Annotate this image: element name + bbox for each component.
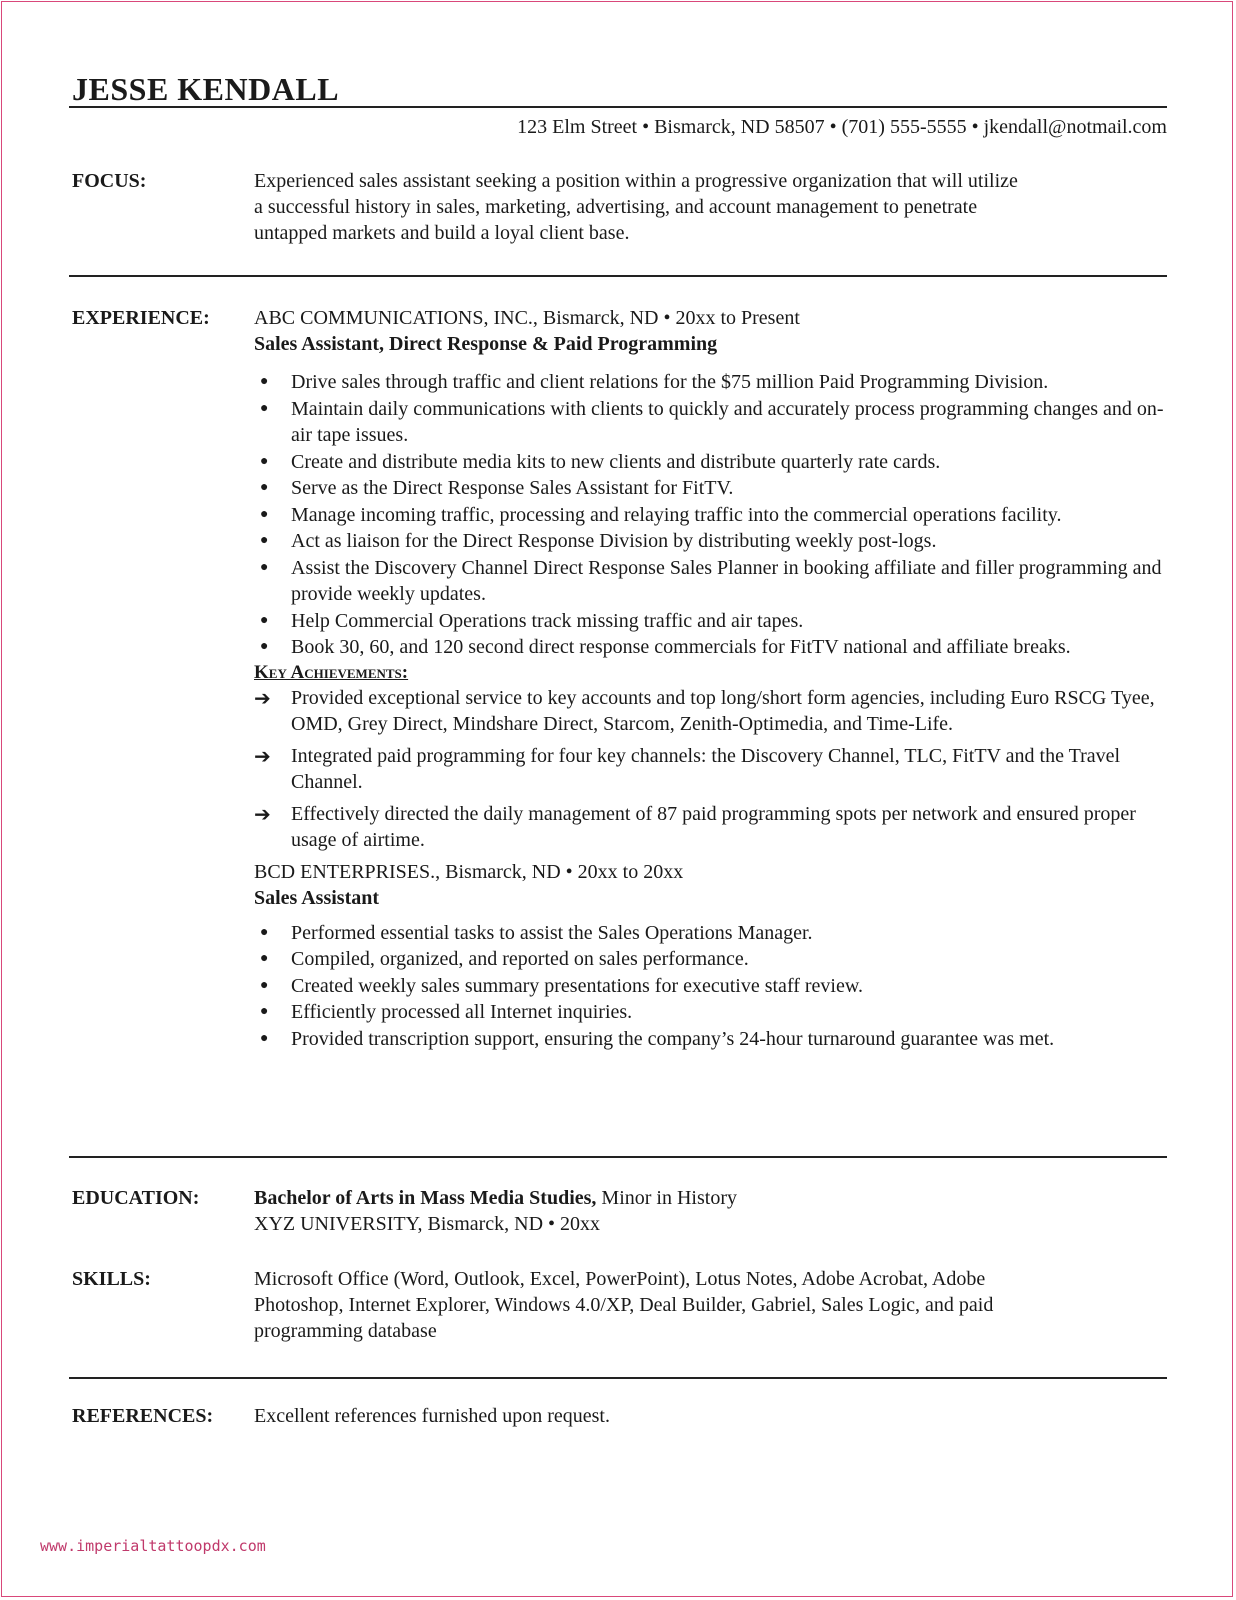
bullet-icon: ● <box>260 559 269 575</box>
list-item <box>254 396 1169 449</box>
watermark-url: www.imperialtattoopdx.com <box>40 1537 266 1555</box>
list-item-text: Help Commercial Operations track missing traffic and air tapes. <box>291 609 804 632</box>
education-label: EDUCATION: <box>72 1187 200 1209</box>
header-divider <box>69 106 1167 108</box>
skills-line: Photoshop, Internet Explorer, Windows 4.0/XP, Deal Builder, Gabriel, Sales Logic, and paid <box>254 1294 994 1316</box>
job-title: Sales Assistant <box>254 886 380 909</box>
list-item <box>254 920 1169 947</box>
degree-line <box>254 1185 1169 1211</box>
list-item-text: Maintain daily communications with clients to quickly and accurately process programming changes and on-air tape issues. <box>291 397 1164 446</box>
bullet-icon: ● <box>260 480 269 495</box>
minor: Minor in History <box>596 1187 737 1209</box>
list-item <box>254 973 1169 1000</box>
list-item <box>254 801 1169 853</box>
bullet-icon: ● <box>260 1004 269 1019</box>
education-section <box>254 1185 1169 1237</box>
skills-section <box>254 1266 1169 1344</box>
skills-line: programming database <box>254 1320 437 1342</box>
list-item-text: Integrated paid programming for four key channels: the Discovery Channel, TLC, FitTV and the Travel Channel. <box>291 744 1121 793</box>
focus-line: untapped markets and build a loyal client base. <box>254 222 630 244</box>
list-item <box>254 475 1169 502</box>
focus-section <box>254 168 1169 246</box>
job-company: BCD ENTERPRISES., Bismarck, ND • 20xx to 20xx <box>254 860 684 883</box>
list-item <box>254 449 1169 476</box>
experience-section <box>254 305 1169 1052</box>
bullet-icon: ● <box>260 924 269 940</box>
references-text: Excellent references furnished upon request. <box>254 1405 610 1427</box>
bullet-icon: ● <box>260 400 269 416</box>
focus-line: a successful history in sales, marketing, advertising, and account management to penetrate <box>254 196 978 218</box>
list-item-text: Create and distribute media kits to new clients and distribute quarterly rate cards. <box>291 450 941 473</box>
bullet-icon: ● <box>260 506 269 522</box>
job-duties-list <box>254 920 1169 1053</box>
section-divider <box>69 1156 1167 1158</box>
skills-label: SKILLS: <box>72 1268 151 1290</box>
experience-label: EXPERIENCE: <box>72 307 210 329</box>
list-item <box>254 634 1169 661</box>
job-title: Sales Assistant, Direct Response & Paid Programming <box>254 333 718 355</box>
achievements-list <box>254 685 1169 853</box>
list-item-text: Compiled, organized, and reported on sales performance. <box>291 948 749 970</box>
arrow-right-icon: ➔ <box>254 801 271 826</box>
bullet-icon: ● <box>260 639 269 654</box>
list-item-text: Effectively directed the daily management of 87 paid programming spots per network and ensured proper usage of airtime. <box>291 802 1136 851</box>
list-item <box>254 369 1169 396</box>
references-label: REFERENCES: <box>72 1405 214 1427</box>
list-item <box>254 555 1169 608</box>
bullet-icon: ● <box>260 533 269 548</box>
list-item <box>254 685 1169 737</box>
list-item <box>254 743 1169 795</box>
skills-line: Microsoft Office (Word, Outlook, Excel, PowerPoint), Lotus Notes, Adobe Acrobat, Adobe <box>254 1268 986 1290</box>
candidate-name: JESSE KENDALL <box>72 71 340 107</box>
bullet-icon: ● <box>260 1030 269 1046</box>
section-divider <box>69 275 1167 277</box>
job-duties-list <box>254 369 1169 661</box>
degree: Bachelor of Arts in Mass Media Studies, <box>254 1187 597 1209</box>
bullet-icon: ● <box>260 612 269 628</box>
list-item <box>254 1026 1169 1053</box>
list-item-text: Act as liaison for the Direct Response Division by distributing weekly post-logs. <box>291 530 937 552</box>
list-item <box>254 528 1169 555</box>
list-item <box>254 999 1169 1026</box>
bullet-icon: ● <box>260 977 269 993</box>
bullet-icon: ● <box>260 374 269 389</box>
section-divider <box>69 1377 1167 1379</box>
focus-label: FOCUS: <box>72 170 147 192</box>
focus-line: Experienced sales assistant seeking a position within a progressive organization that will utilize <box>254 170 1018 192</box>
key-achievements-heading: Key Achievements: <box>254 661 409 683</box>
list-item <box>254 502 1169 529</box>
arrow-right-icon: ➔ <box>254 743 271 768</box>
list-item-text: Efficiently processed all Internet inquiries. <box>291 1001 633 1023</box>
list-item <box>254 608 1169 635</box>
arrow-right-icon: ➔ <box>254 685 271 710</box>
list-item-text: Assist the Discovery Channel Direct Response Sales Planner in booking affiliate and filler programming and provide weekly updates. <box>291 556 1162 605</box>
bullet-icon: ● <box>260 453 269 469</box>
list-item <box>254 946 1169 973</box>
list-item-text: Book 30, 60, and 120 second direct response commercials for FitTV national and affiliate breaks. <box>291 636 1071 658</box>
bullet-icon: ● <box>260 951 269 966</box>
list-item-text: Drive sales through traffic and client relations for the $75 million Paid Programming Division. <box>291 371 1049 393</box>
list-item-text: Manage incoming traffic, processing and relaying traffic into the commercial operations facility. <box>291 503 1062 526</box>
list-item-text: Created weekly sales summary presentations for executive staff review. <box>291 974 864 997</box>
contact-info: 123 Elm Street • Bismarck, ND 58507 • (701) 555-5555 • jkendall@notmail.com <box>517 116 1167 138</box>
job-company: ABC COMMUNICATIONS, INC., Bismarck, ND • 20xx to Present <box>254 307 800 329</box>
list-item-text: Provided transcription support, ensuring the company’s 24-hour turnaround guarantee was met. <box>291 1027 1055 1050</box>
school: XYZ UNIVERSITY, Bismarck, ND • 20xx <box>254 1213 601 1235</box>
list-item-text: Provided exceptional service to key accounts and top long/short form agencies, including Euro RSCG Tyee, OMD, Grey Direct, Mindshare Direct, Starcom, Zenith-Optimedia, and Time-Life. <box>291 686 1155 735</box>
list-item-text: Serve as the Direct Response Sales Assistant for FitTV. <box>291 477 734 499</box>
list-item-text: Performed essential tasks to assist the Sales Operations Manager. <box>291 921 813 944</box>
